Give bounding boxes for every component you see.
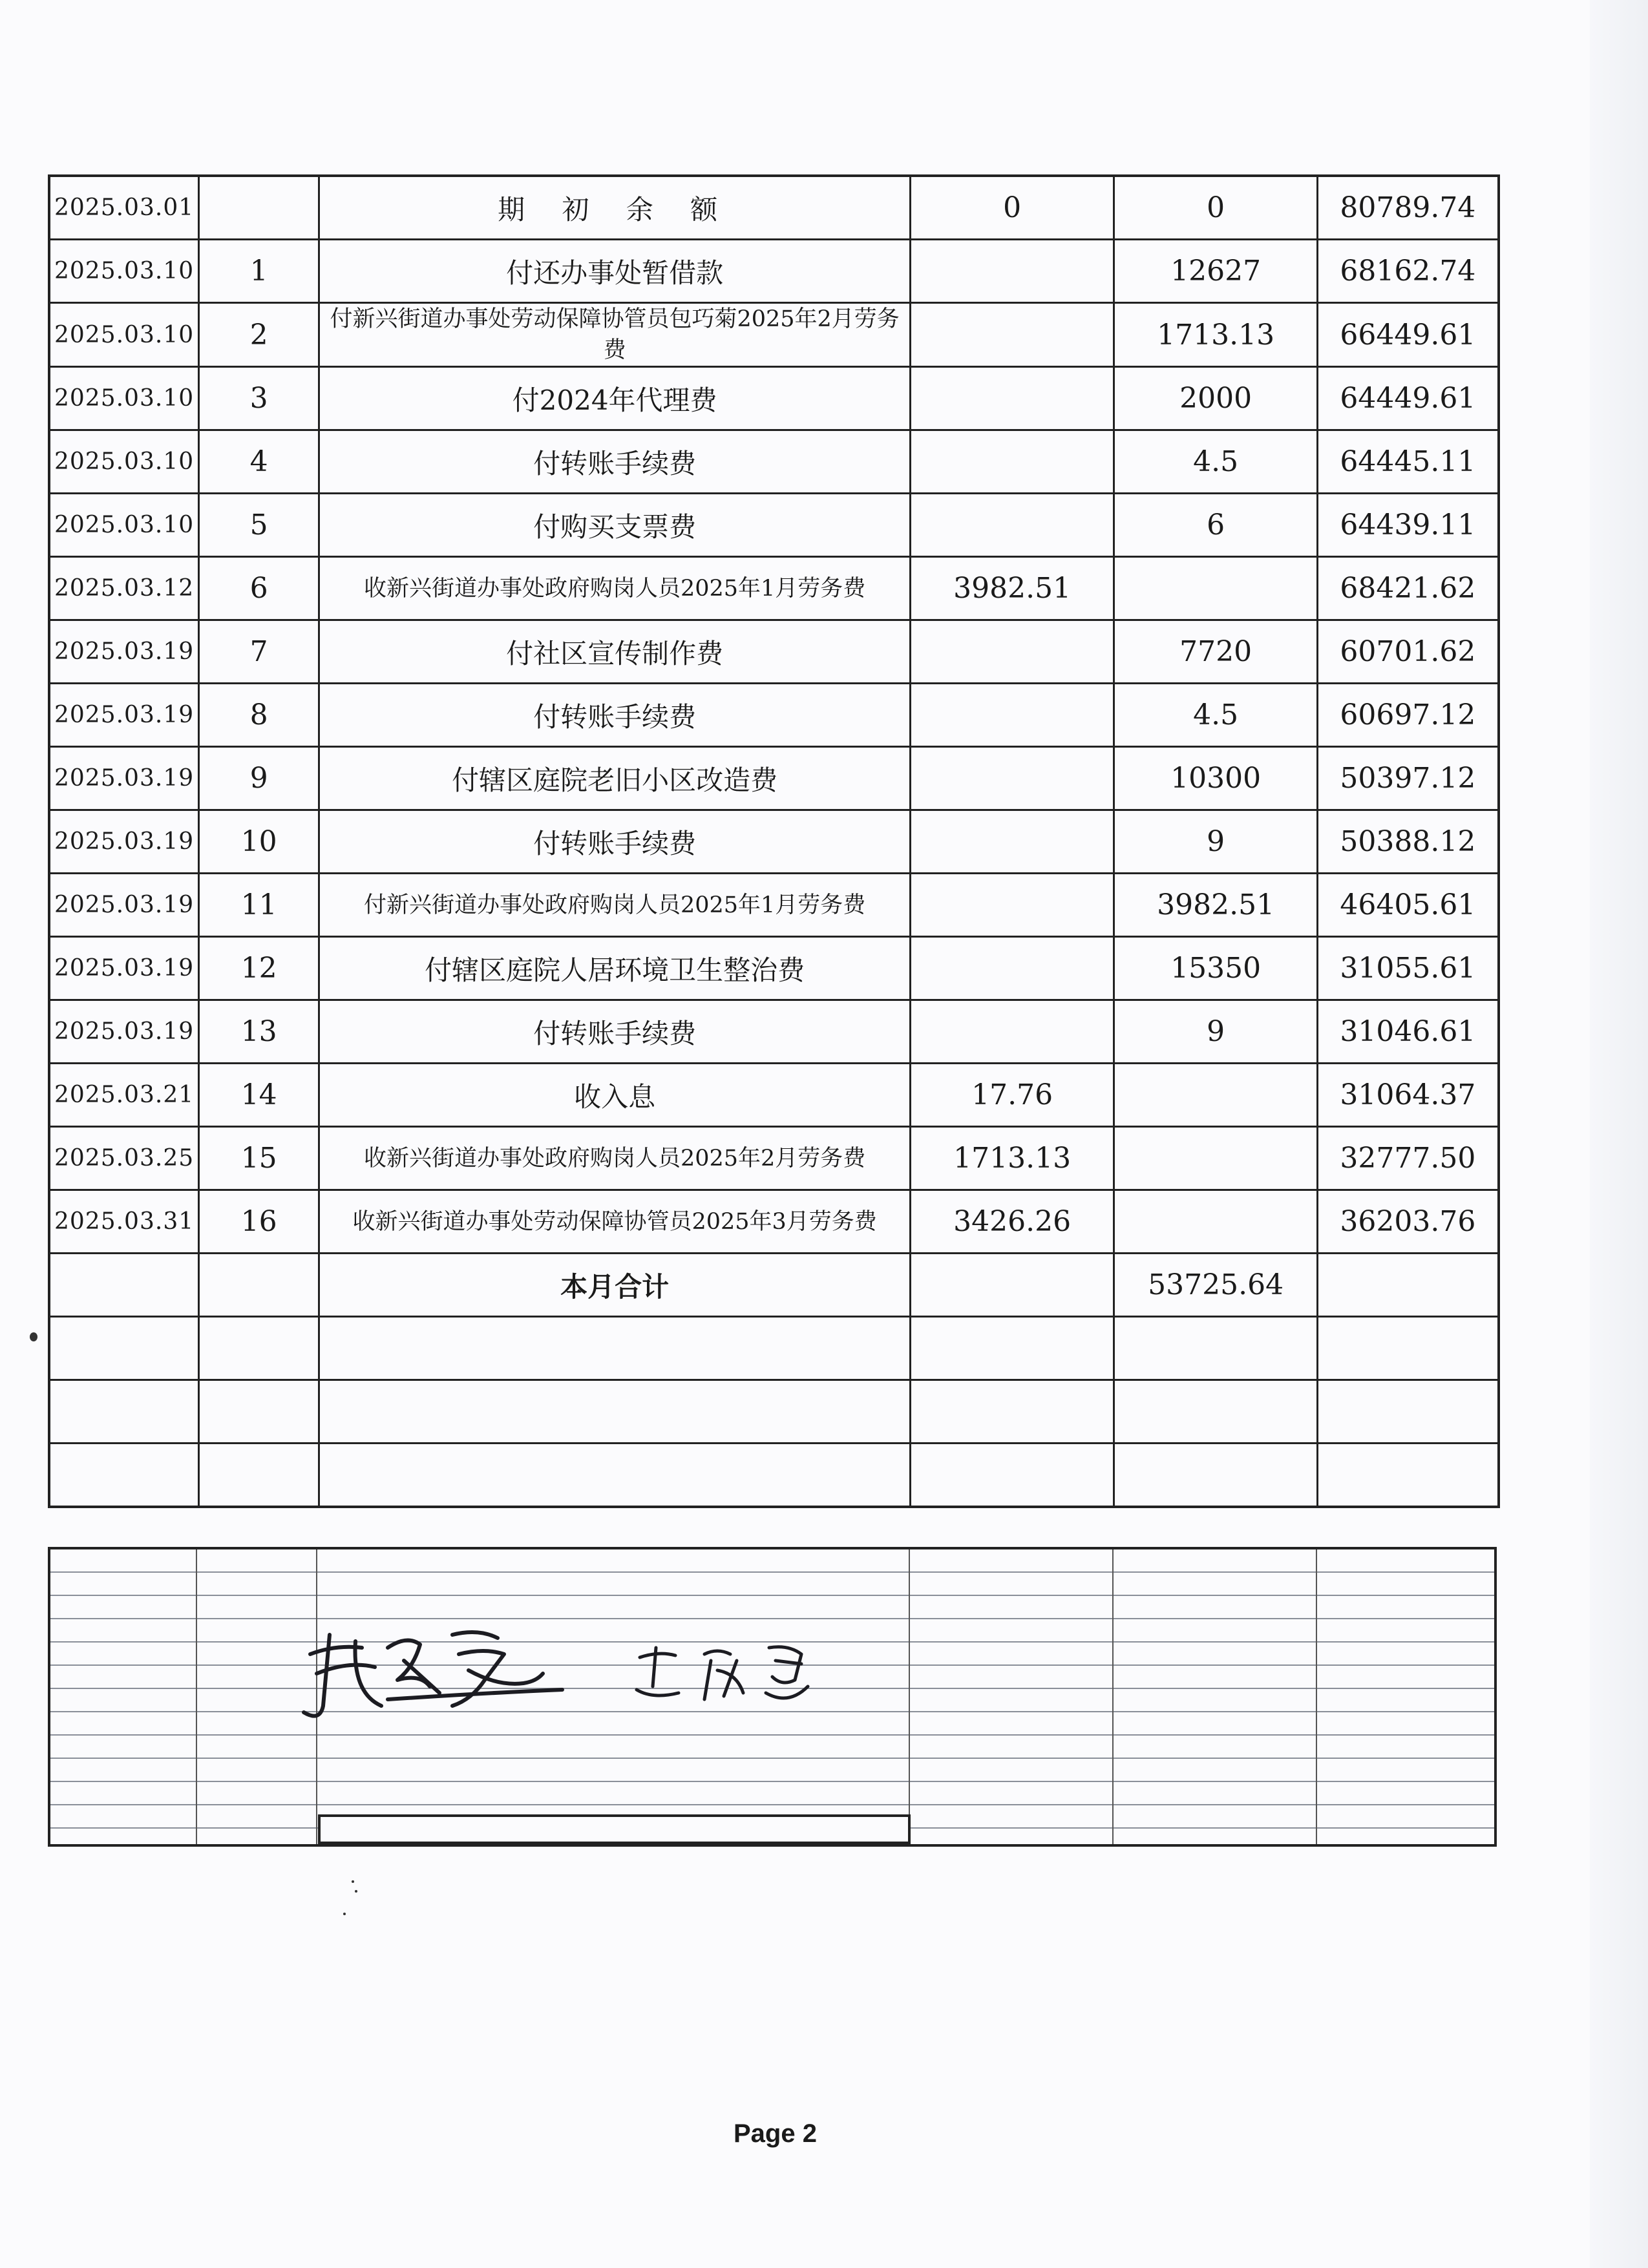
balance-cell: 64439.11: [1318, 494, 1499, 557]
expense-cell: [1114, 557, 1318, 620]
empty-cell: [911, 1317, 1114, 1380]
ledger-row: [49, 1064, 1499, 1127]
balance-cell: 80789.74: [1318, 176, 1499, 240]
income-cell: [911, 620, 1114, 684]
description-cell: 付还办事处暂借款: [319, 240, 911, 303]
ledger-row: [49, 240, 1499, 303]
balance-cell: 32777.50: [1318, 1127, 1499, 1190]
ledger-row: [49, 874, 1499, 937]
balance-cell: 31046.61: [1318, 1000, 1499, 1064]
ledger-row: [49, 684, 1499, 747]
entry-number-cell: 6: [199, 557, 319, 620]
description-cell: 期 初 余 额: [319, 176, 911, 240]
expense-cell: 12627: [1114, 240, 1318, 303]
signature-box: [318, 1814, 911, 1844]
ledger-row: [49, 176, 1499, 240]
ledger-row: [49, 747, 1499, 810]
empty-cell: [1114, 1380, 1318, 1444]
entry-number-cell: 2: [199, 303, 319, 367]
entry-number-cell: 15: [199, 1127, 319, 1190]
empty-cell: [199, 1380, 319, 1444]
balance-cell: 68421.62: [1318, 557, 1499, 620]
column-divider: [1112, 1549, 1114, 1844]
date-cell: 2025.03.10: [49, 303, 199, 367]
entry-number-cell: 3: [199, 367, 319, 430]
entry-number-cell: 13: [199, 1000, 319, 1064]
income-cell: [911, 874, 1114, 937]
expense-cell: 4.5: [1114, 430, 1318, 494]
expense-cell: [1114, 1127, 1318, 1190]
ledger-body: [49, 176, 1499, 1507]
description-cell: 付辖区庭院老旧小区改造费: [319, 747, 911, 810]
description-cell: 付转账手续费: [319, 430, 911, 494]
income-cell: [911, 430, 1114, 494]
expense-cell: 4.5: [1114, 684, 1318, 747]
empty-cell: [49, 1444, 199, 1507]
ledger-row: [49, 937, 1499, 1000]
balance-cell: 68162.74: [1318, 240, 1499, 303]
empty-cell: [1318, 1317, 1499, 1380]
income-cell: 0: [911, 176, 1114, 240]
empty-cell: [1114, 1317, 1318, 1380]
date-cell: 2025.03.19: [49, 620, 199, 684]
date-cell: 2025.03.19: [49, 810, 199, 874]
empty-cell: [199, 1444, 319, 1507]
description-cell: 收新兴街道办事处政府购岗人员2025年2月劳务费: [319, 1127, 911, 1190]
empty-cell: [911, 1380, 1114, 1444]
ink-speck: [355, 1890, 357, 1893]
date-cell: 2025.03.10: [49, 430, 199, 494]
income-cell: 3982.51: [911, 557, 1114, 620]
page-number: Page 2: [734, 2119, 817, 2148]
description-cell: 付转账手续费: [319, 1000, 911, 1064]
entry-number-cell: 11: [199, 874, 319, 937]
ledger-row: [49, 1127, 1499, 1190]
total-row: [49, 1254, 1499, 1317]
empty-row: [49, 1444, 1499, 1507]
date-cell: 2025.03.19: [49, 684, 199, 747]
ledger-row: [49, 1000, 1499, 1064]
description-cell: 收入息: [319, 1064, 911, 1127]
expense-cell: 3982.51: [1114, 874, 1318, 937]
empty-cell: [1318, 1444, 1499, 1507]
ink-speck: [343, 1913, 346, 1915]
expense-cell: 1713.13: [1114, 303, 1318, 367]
date-cell: 2025.03.12: [49, 557, 199, 620]
description-cell: 付转账手续费: [319, 684, 911, 747]
expense-cell: 15350: [1114, 937, 1318, 1000]
expense-cell: 9: [1114, 1000, 1318, 1064]
income-cell: [911, 747, 1114, 810]
balance-cell: 50397.12: [1318, 747, 1499, 810]
income-cell: 17.76: [911, 1064, 1114, 1127]
description-cell: 付转账手续费: [319, 810, 911, 874]
ledger-row: [49, 303, 1499, 367]
column-divider: [909, 1549, 910, 1844]
expense-cell: 6: [1114, 494, 1318, 557]
empty-cell: [199, 1317, 319, 1380]
entry-number-cell: 8: [199, 684, 319, 747]
income-cell: [911, 810, 1114, 874]
description-cell: 收新兴街道办事处政府购岗人员2025年1月劳务费: [319, 557, 911, 620]
empty-cell: [319, 1317, 911, 1380]
entry-number-cell: 4: [199, 430, 319, 494]
entry-number-cell: 9: [199, 747, 319, 810]
total-date-cell: [49, 1254, 199, 1317]
ledger-row: [49, 367, 1499, 430]
empty-cell: [1114, 1444, 1318, 1507]
balance-cell: 66449.61: [1318, 303, 1499, 367]
income-cell: [911, 1000, 1114, 1064]
empty-cell: [319, 1380, 911, 1444]
expense-cell: 9: [1114, 810, 1318, 874]
date-cell: 2025.03.19: [49, 747, 199, 810]
total-balance-cell: [1318, 1254, 1499, 1317]
date-cell: 2025.03.19: [49, 1000, 199, 1064]
ledger-row: [49, 810, 1499, 874]
description-cell: 付新兴街道办事处劳动保障协管员包巧菊2025年2月劳务费: [319, 303, 911, 367]
income-cell: [911, 684, 1114, 747]
expense-cell: [1114, 1064, 1318, 1127]
expense-cell: 10300: [1114, 747, 1318, 810]
income-cell: 1713.13: [911, 1127, 1114, 1190]
entry-number-cell: [199, 176, 319, 240]
total-income-cell: [911, 1254, 1114, 1317]
date-cell: 2025.03.10: [49, 367, 199, 430]
empty-row: [49, 1380, 1499, 1444]
date-cell: 2025.03.10: [49, 240, 199, 303]
balance-cell: 31055.61: [1318, 937, 1499, 1000]
entry-number-cell: 10: [199, 810, 319, 874]
date-cell: 2025.03.19: [49, 874, 199, 937]
expense-cell: [1114, 1190, 1318, 1254]
income-cell: [911, 494, 1114, 557]
balance-cell: 64449.61: [1318, 367, 1499, 430]
expense-cell: 7720: [1114, 620, 1318, 684]
balance-cell: 60701.62: [1318, 620, 1499, 684]
handwritten-signatures: [291, 1609, 860, 1738]
signature-2: [637, 1647, 808, 1699]
scan-edge-shading: [1590, 0, 1648, 2268]
date-cell: 2025.03.21: [49, 1064, 199, 1127]
expense-cell: 0: [1114, 176, 1318, 240]
empty-row: [49, 1317, 1499, 1380]
signature-1: [304, 1632, 562, 1716]
description-cell: 付新兴街道办事处政府购岗人员2025年1月劳务费: [319, 874, 911, 937]
entry-number-cell: 1: [199, 240, 319, 303]
description-cell: 付社区宣传制作费: [319, 620, 911, 684]
ink-speck: [30, 1332, 37, 1341]
total-expense: 53725.64: [1114, 1254, 1318, 1317]
date-cell: 2025.03.01: [49, 176, 199, 240]
description-cell: 收新兴街道办事处劳动保障协管员2025年3月劳务费: [319, 1190, 911, 1254]
ledger-row: [49, 430, 1499, 494]
income-cell: [911, 240, 1114, 303]
balance-cell: 36203.76: [1318, 1190, 1499, 1254]
date-cell: 2025.03.31: [49, 1190, 199, 1254]
empty-cell: [319, 1444, 911, 1507]
balance-cell: 64445.11: [1318, 430, 1499, 494]
empty-cell: [49, 1317, 199, 1380]
ledger-row: [49, 620, 1499, 684]
description-cell: 付2024年代理费: [319, 367, 911, 430]
entry-number-cell: 5: [199, 494, 319, 557]
ledger-table: [48, 174, 1500, 1508]
ledger-row: [49, 1190, 1499, 1254]
date-cell: 2025.03.10: [49, 494, 199, 557]
entry-number-cell: 12: [199, 937, 319, 1000]
entry-number-cell: 7: [199, 620, 319, 684]
balance-cell: 31064.37: [1318, 1064, 1499, 1127]
ink-speck: [352, 1880, 354, 1883]
ledger-row: [49, 494, 1499, 557]
description-cell: 付购买支票费: [319, 494, 911, 557]
balance-cell: 50388.12: [1318, 810, 1499, 874]
column-divider: [1316, 1549, 1317, 1844]
date-cell: 2025.03.25: [49, 1127, 199, 1190]
balance-cell: 46405.61: [1318, 874, 1499, 937]
income-cell: [911, 937, 1114, 1000]
entry-number-cell: 16: [199, 1190, 319, 1254]
income-cell: [911, 367, 1114, 430]
ledger-row: [49, 557, 1499, 620]
income-cell: 3426.26: [911, 1190, 1114, 1254]
total-label: 本月合计: [319, 1254, 911, 1317]
expense-cell: 2000: [1114, 367, 1318, 430]
date-cell: 2025.03.19: [49, 937, 199, 1000]
empty-cell: [911, 1444, 1114, 1507]
balance-cell: 60697.12: [1318, 684, 1499, 747]
empty-cell: [49, 1380, 199, 1444]
income-cell: [911, 303, 1114, 367]
entry-number-cell: 14: [199, 1064, 319, 1127]
description-cell: 付辖区庭院人居环境卫生整治费: [319, 937, 911, 1000]
empty-cell: [1318, 1380, 1499, 1444]
column-divider: [196, 1549, 197, 1844]
total-no-cell: [199, 1254, 319, 1317]
